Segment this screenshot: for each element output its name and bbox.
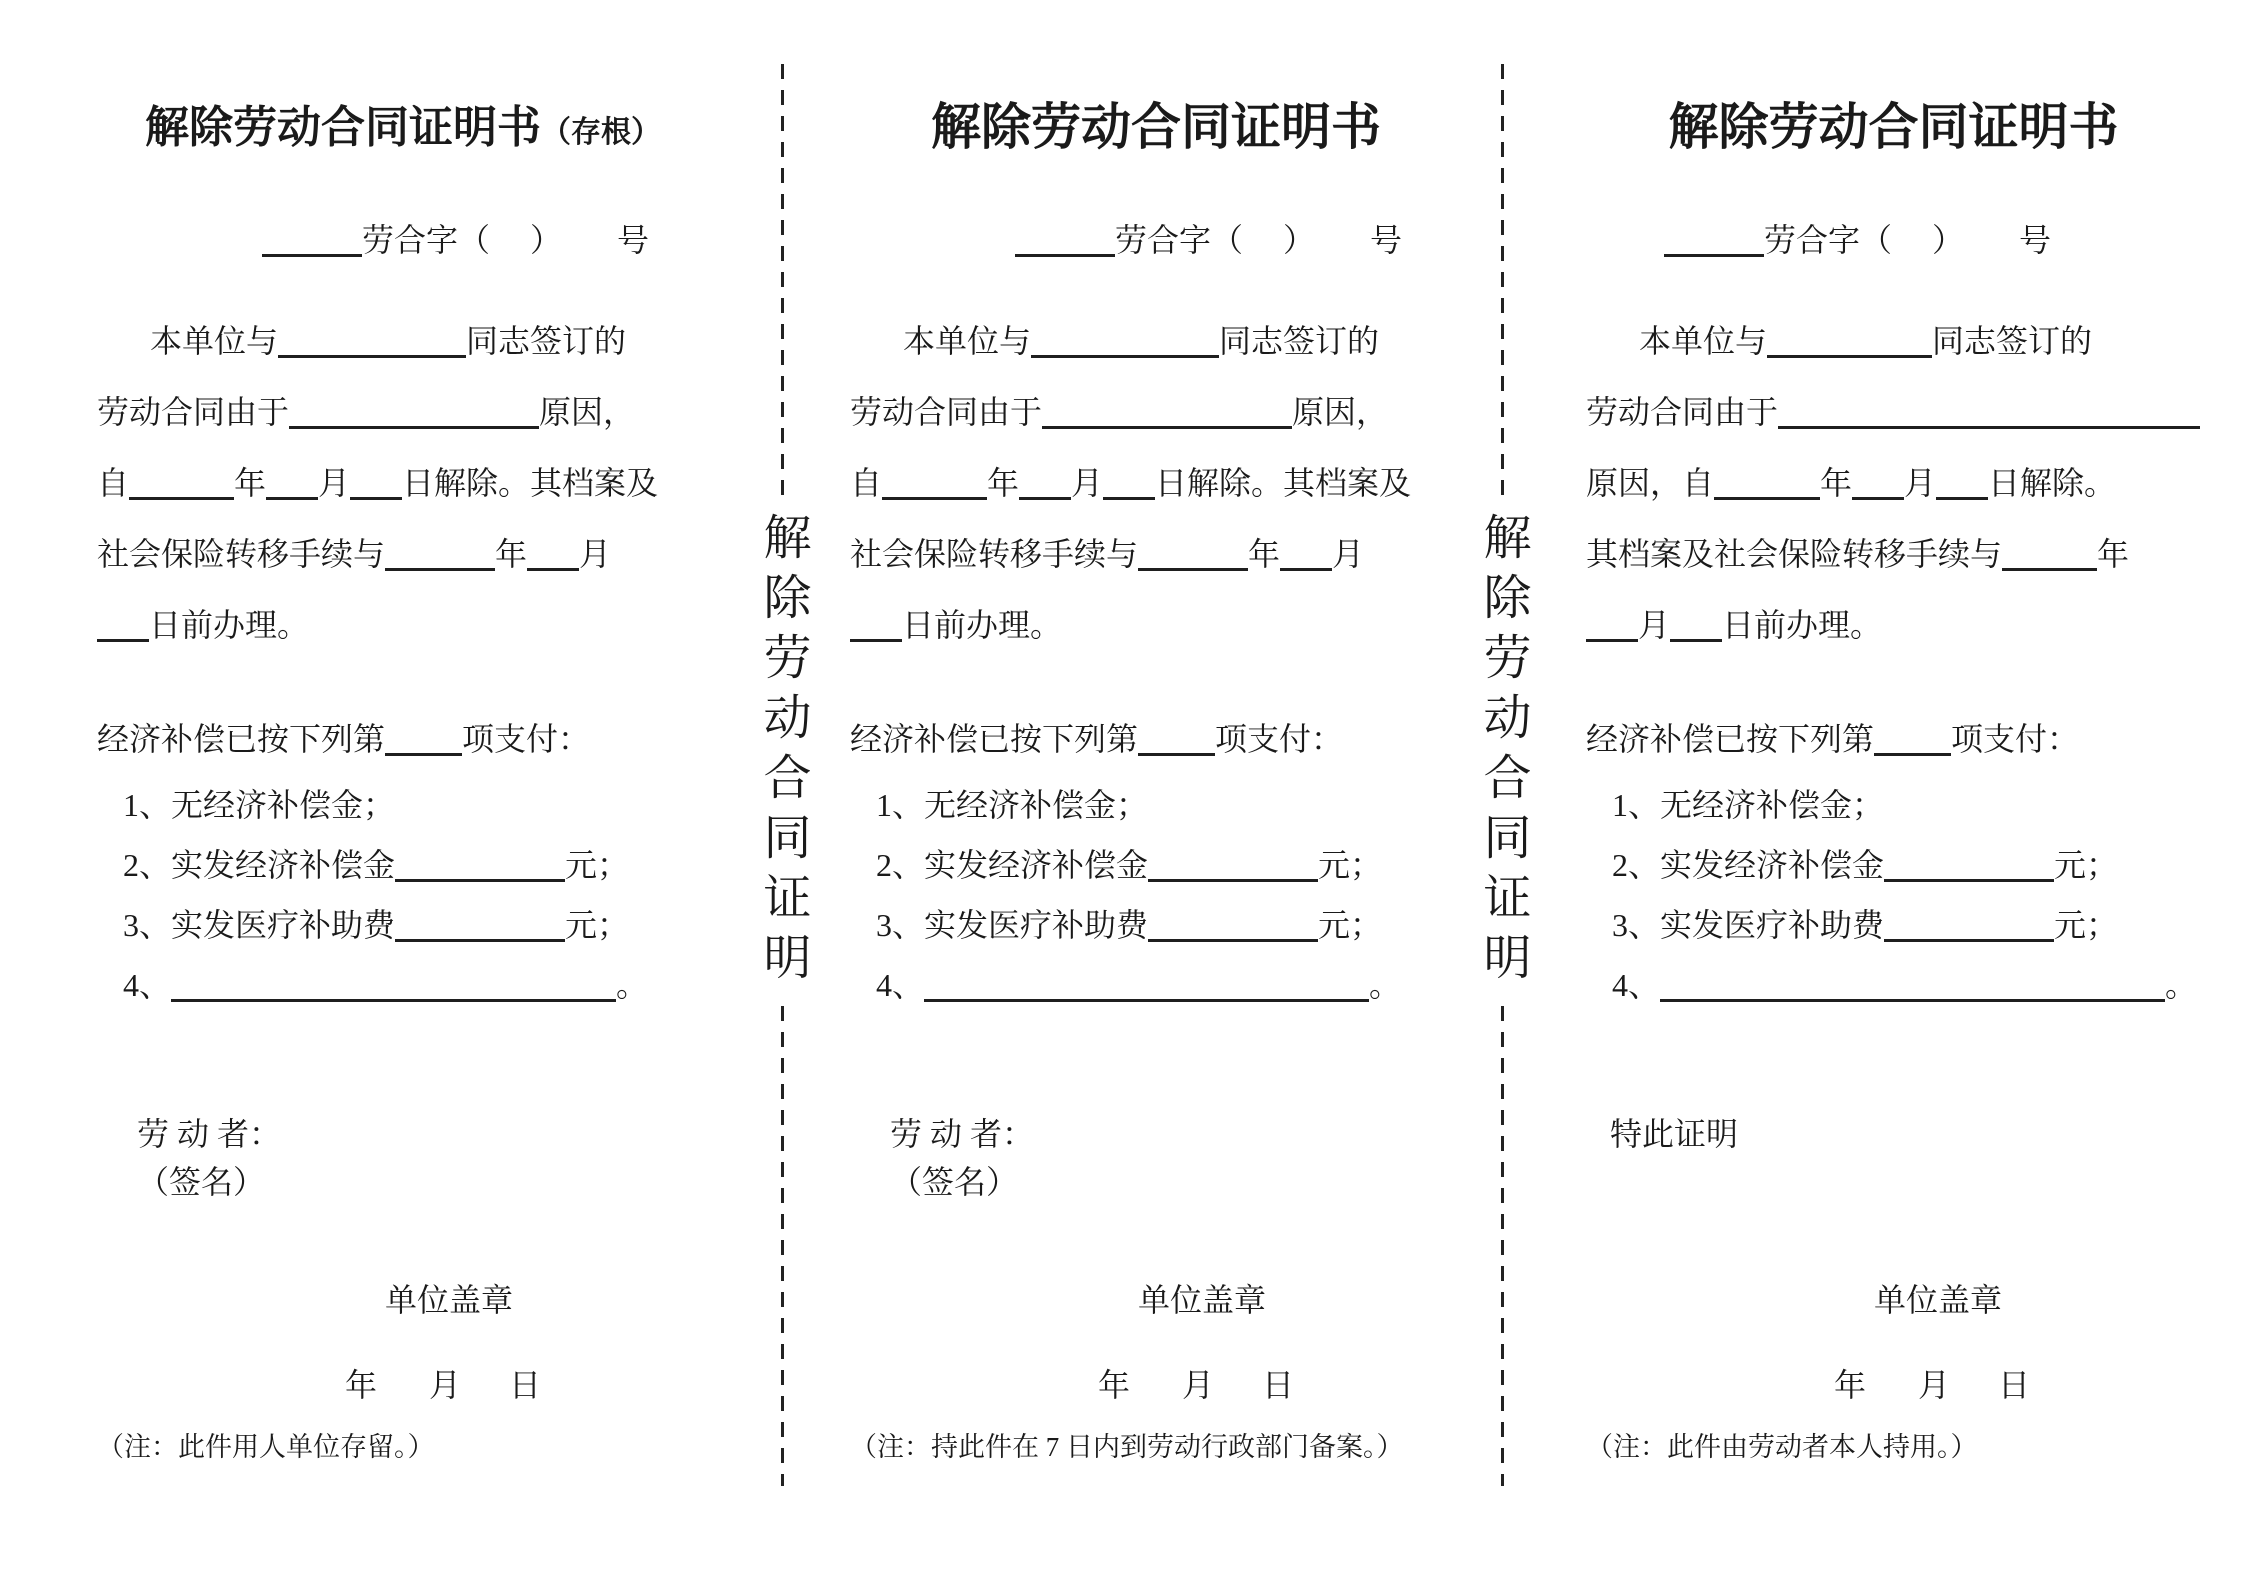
text-run: 本单位与 bbox=[150, 323, 279, 359]
compensation-items bbox=[850, 775, 1462, 1015]
text-run: 3、实发医疗补助费 bbox=[123, 907, 396, 943]
compensation-item-2 bbox=[97, 835, 709, 895]
fill-in-blank-underline bbox=[1586, 605, 1638, 642]
panel-title bbox=[850, 95, 1462, 160]
signature-label: （签名） bbox=[137, 1164, 266, 1200]
unit-seal-label: 单位盖章 bbox=[385, 1282, 514, 1318]
fill-in-blank-underline bbox=[278, 321, 466, 358]
fill-in-blank-underline bbox=[395, 845, 565, 882]
fill-in-blank-underline bbox=[262, 220, 362, 257]
date-line bbox=[1586, 1364, 2201, 1406]
text-run: 1、无经济补偿金； bbox=[123, 787, 396, 823]
text-run: 月 bbox=[1182, 1367, 1215, 1403]
text-run: 劳动合同由于 bbox=[850, 394, 1043, 430]
text-run: 年 bbox=[495, 536, 528, 572]
panel-stub-copy bbox=[97, 95, 709, 1467]
text-run: 经济补偿已按下列第 bbox=[1586, 721, 1875, 757]
text-run: 同志签订的 bbox=[466, 323, 627, 359]
fill-in-blank-underline bbox=[850, 605, 902, 642]
text-run: 4、 bbox=[123, 967, 172, 1003]
fill-in-blank-underline bbox=[1884, 845, 2054, 882]
fill-in-blank-underline bbox=[266, 463, 318, 500]
text-run: 日前办理。 bbox=[902, 607, 1063, 643]
text-run: ） bbox=[1931, 222, 1964, 258]
form-line bbox=[850, 590, 1462, 661]
worker-label: 劳 动 者： bbox=[137, 1116, 282, 1152]
text-run: 3、实发医疗补助费 bbox=[876, 907, 1149, 943]
fill-in-blank-underline bbox=[385, 719, 462, 756]
spacer bbox=[490, 243, 530, 251]
divider-dashed-line-top bbox=[1501, 64, 1504, 500]
text-run: 元； bbox=[2054, 847, 2119, 883]
spacer bbox=[97, 344, 150, 352]
fill-in-blank-underline bbox=[1019, 463, 1071, 500]
text-run: 2、实发经济补偿金 bbox=[123, 847, 396, 883]
divider-dashed-line-top bbox=[781, 64, 784, 500]
fill-in-blank-underline bbox=[1280, 534, 1332, 571]
text-run: 同志签订的 bbox=[1932, 323, 2093, 359]
panel-title bbox=[97, 95, 709, 160]
fill-in-blank-underline bbox=[1664, 220, 1764, 257]
compensation-item-1 bbox=[850, 775, 1462, 835]
panel-title-text: 解除劳动合同证明书 bbox=[1668, 99, 2119, 155]
form-line bbox=[850, 519, 1462, 590]
form-line bbox=[97, 448, 709, 519]
compensation-item-1 bbox=[97, 775, 709, 835]
fill-in-blank-underline bbox=[1874, 719, 1951, 756]
body-paragraph bbox=[1586, 306, 2201, 661]
fill-in-blank-underline bbox=[1148, 905, 1318, 942]
spacer bbox=[1315, 243, 1370, 251]
note-line: （注：此件用人单位存留。） bbox=[97, 1432, 435, 1462]
note-line: （注：持此件在 7 日内到劳动行政部门备案。） bbox=[850, 1432, 1404, 1462]
fill-in-blank-underline bbox=[385, 534, 495, 571]
compensation-item-3 bbox=[850, 895, 1462, 955]
divider-vertical-label: 解除劳动合同证明 bbox=[1476, 512, 1529, 992]
text-run: 本单位与 bbox=[1639, 323, 1768, 359]
text-run: 元； bbox=[2054, 907, 2119, 943]
text-run: 项支付： bbox=[462, 721, 591, 757]
fill-in-blank-underline bbox=[1767, 321, 1932, 358]
text-run: 年 bbox=[1098, 1367, 1131, 1403]
fill-in-blank-underline bbox=[1714, 463, 1820, 500]
spacer bbox=[1130, 1388, 1182, 1396]
spacer bbox=[850, 344, 903, 352]
compensation-item-1 bbox=[1586, 775, 2201, 835]
fill-in-blank-underline bbox=[1936, 463, 1988, 500]
fill-in-blank-underline bbox=[882, 463, 987, 500]
fill-in-blank-underline bbox=[924, 965, 1369, 1002]
compensation-item-2 bbox=[850, 835, 1462, 895]
text-run: 月 bbox=[1071, 465, 1104, 501]
text-run: 元； bbox=[565, 847, 630, 883]
divider-vertical-label: 解除劳动合同证明 bbox=[756, 512, 809, 992]
spacer bbox=[1950, 1388, 1998, 1396]
panel-worker-copy bbox=[1586, 95, 2201, 1467]
fill-in-blank-underline bbox=[1148, 845, 1318, 882]
compensation-items bbox=[97, 775, 709, 1015]
fill-in-blank-underline bbox=[1660, 965, 2165, 1002]
text-run: 元； bbox=[565, 907, 630, 943]
spacer bbox=[1866, 1388, 1918, 1396]
spacer bbox=[1214, 1388, 1262, 1396]
text-run: 日 bbox=[509, 1367, 542, 1403]
text-run: 2、实发经济补偿金 bbox=[1612, 847, 1885, 883]
note-line: （注：此件由劳动者本人持用。） bbox=[1586, 1432, 1978, 1462]
form-line bbox=[97, 377, 709, 448]
text-run: 月 bbox=[1918, 1367, 1951, 1403]
fill-in-blank-underline bbox=[1138, 719, 1215, 756]
text-run: 号 bbox=[616, 222, 649, 258]
signer-block bbox=[137, 1110, 709, 1206]
text-run: 劳动合同由于 bbox=[97, 394, 290, 430]
spacer bbox=[562, 243, 617, 251]
text-run: 劳合字（ bbox=[1763, 222, 1892, 258]
panel-filing-copy bbox=[850, 95, 1462, 1467]
text-run: 劳合字（ bbox=[1114, 222, 1243, 258]
text-run: 原因， bbox=[1292, 394, 1389, 430]
ref-number-line bbox=[1586, 216, 2201, 264]
worker-label: 劳 动 者： bbox=[890, 1116, 1035, 1152]
form-line bbox=[850, 448, 1462, 519]
fill-in-blank-underline bbox=[1015, 220, 1115, 257]
spacer bbox=[1586, 344, 1639, 352]
text-run: 2、实发经济补偿金 bbox=[876, 847, 1149, 883]
form-line bbox=[97, 519, 709, 590]
form-line bbox=[1586, 519, 2201, 590]
text-run: 。 bbox=[1369, 967, 1402, 1003]
fill-in-blank-underline bbox=[171, 965, 616, 1002]
signer-block bbox=[890, 1110, 1462, 1206]
text-run: 年 bbox=[1820, 465, 1853, 501]
text-run: 劳动合同由于 bbox=[1586, 394, 1779, 430]
fill-in-blank-underline bbox=[1103, 463, 1155, 500]
fill-in-blank-underline bbox=[395, 905, 565, 942]
fill-in-blank-underline bbox=[97, 605, 149, 642]
panel-title-suffix: （存根） bbox=[541, 116, 661, 149]
fill-in-blank-underline bbox=[1031, 321, 1219, 358]
text-run: 月 bbox=[1332, 536, 1365, 572]
text-run: 自 bbox=[97, 465, 130, 501]
text-run: 原因，自 bbox=[1586, 465, 1715, 501]
spacer bbox=[1964, 243, 2019, 251]
signature-label bbox=[1610, 1158, 2201, 1206]
text-run: ） bbox=[1282, 222, 1315, 258]
text-run: 日前办理。 bbox=[149, 607, 310, 643]
compensation-item-4 bbox=[850, 955, 1462, 1015]
text-run: 年 bbox=[1248, 536, 1281, 572]
text-run: 自 bbox=[850, 465, 883, 501]
hereby-certify-label: 特此证明 bbox=[1610, 1116, 1739, 1152]
fill-in-blank-underline bbox=[527, 534, 579, 571]
fill-in-blank-underline bbox=[1778, 392, 2200, 429]
text-run: 1、无经济补偿金； bbox=[1612, 787, 1885, 823]
spacer bbox=[1892, 243, 1932, 251]
fill-in-blank-underline bbox=[2002, 534, 2097, 571]
text-run: 社会保险转移手续与 bbox=[850, 536, 1139, 572]
fill-in-blank-underline bbox=[289, 392, 539, 429]
compensation-intro-line bbox=[850, 704, 1462, 775]
signature-label: （签名） bbox=[890, 1164, 1019, 1200]
form-line bbox=[97, 590, 709, 661]
text-run: 经济补偿已按下列第 bbox=[850, 721, 1139, 757]
form-line bbox=[1586, 377, 2201, 448]
body-paragraph bbox=[97, 306, 709, 661]
fill-in-blank-underline bbox=[1852, 463, 1904, 500]
compensation-intro-line bbox=[97, 704, 709, 775]
date-line bbox=[850, 1364, 1462, 1406]
form-line bbox=[850, 377, 1462, 448]
text-run: 年 bbox=[987, 465, 1020, 501]
text-run: 本单位与 bbox=[903, 323, 1032, 359]
panel-title-text: 解除劳动合同证明书 bbox=[931, 99, 1381, 155]
signer-block bbox=[1610, 1110, 2201, 1206]
spacer bbox=[461, 1388, 509, 1396]
text-run: 月 bbox=[579, 536, 612, 572]
text-run: 月 bbox=[429, 1367, 462, 1403]
text-run: 1、无经济补偿金； bbox=[876, 787, 1149, 823]
text-run: 年 bbox=[345, 1367, 378, 1403]
compensation-items bbox=[1586, 775, 2201, 1015]
form-line bbox=[850, 306, 1462, 377]
text-run: 日 bbox=[1262, 1367, 1295, 1403]
unit-seal-label: 单位盖章 bbox=[1138, 1282, 1267, 1318]
panel-title bbox=[1586, 95, 2201, 160]
fill-in-blank-underline bbox=[1042, 392, 1292, 429]
divider-dashed-line-bottom bbox=[1501, 1006, 1504, 1486]
text-run: 元； bbox=[1318, 907, 1383, 943]
compensation-intro-line bbox=[1586, 704, 2201, 775]
text-run: 劳合字（ bbox=[361, 222, 490, 258]
text-run: 4、 bbox=[876, 967, 925, 1003]
text-run: 经济补偿已按下列第 bbox=[97, 721, 386, 757]
text-run: 项支付： bbox=[1951, 721, 2080, 757]
text-run: 社会保险转移手续与 bbox=[97, 536, 386, 572]
text-run: 号 bbox=[2018, 222, 2051, 258]
fill-in-blank-underline bbox=[1138, 534, 1248, 571]
text-run: 日解除。其档案及 bbox=[402, 465, 659, 501]
divider-dashed-line-bottom bbox=[781, 1006, 784, 1486]
panel-title-text: 解除劳动合同证明书 bbox=[145, 103, 541, 152]
text-run: 原因， bbox=[539, 394, 636, 430]
body-paragraph bbox=[850, 306, 1462, 661]
text-run: 。 bbox=[616, 967, 649, 1003]
text-run: 。 bbox=[2165, 967, 2198, 1003]
compensation-item-3 bbox=[97, 895, 709, 955]
fill-in-blank-underline bbox=[1884, 905, 2054, 942]
compensation-item-4 bbox=[1586, 955, 2201, 1015]
text-run: 年 bbox=[234, 465, 267, 501]
text-run: ） bbox=[529, 222, 562, 258]
text-run: 日解除。其档案及 bbox=[1155, 465, 1412, 501]
ref-number-line bbox=[97, 216, 709, 264]
compensation-item-2 bbox=[1586, 835, 2201, 895]
form-line bbox=[1586, 306, 2201, 377]
text-run: 月 bbox=[1638, 607, 1671, 643]
text-run: 其档案及社会保险转移手续与 bbox=[1586, 536, 2003, 572]
text-run: 日前办理。 bbox=[1722, 607, 1883, 643]
ref-number-line bbox=[850, 216, 1462, 264]
unit-seal-label: 单位盖章 bbox=[1874, 1282, 2003, 1318]
text-run: 月 bbox=[1904, 465, 1937, 501]
text-run: 项支付： bbox=[1215, 721, 1344, 757]
compensation-item-3 bbox=[1586, 895, 2201, 955]
form-line bbox=[1586, 590, 2201, 661]
text-run: 号 bbox=[1369, 222, 1402, 258]
text-run: 3、实发医疗补助费 bbox=[1612, 907, 1885, 943]
text-run: 年 bbox=[1834, 1367, 1867, 1403]
text-run: 日 bbox=[1998, 1367, 2031, 1403]
text-run: 同志签订的 bbox=[1219, 323, 1380, 359]
compensation-item-4 bbox=[97, 955, 709, 1015]
fill-in-blank-underline bbox=[350, 463, 402, 500]
form-line bbox=[1586, 448, 2201, 519]
spacer bbox=[377, 1388, 429, 1396]
text-run: 日解除。 bbox=[1988, 465, 2117, 501]
date-line bbox=[97, 1364, 709, 1406]
text-run: 元； bbox=[1318, 847, 1383, 883]
text-run: 4、 bbox=[1612, 967, 1661, 1003]
text-run: 月 bbox=[318, 465, 351, 501]
fill-in-blank-underline bbox=[129, 463, 234, 500]
spacer bbox=[1243, 243, 1283, 251]
text-run: 年 bbox=[2097, 536, 2130, 572]
fill-in-blank-underline bbox=[1670, 605, 1722, 642]
form-line bbox=[97, 306, 709, 377]
